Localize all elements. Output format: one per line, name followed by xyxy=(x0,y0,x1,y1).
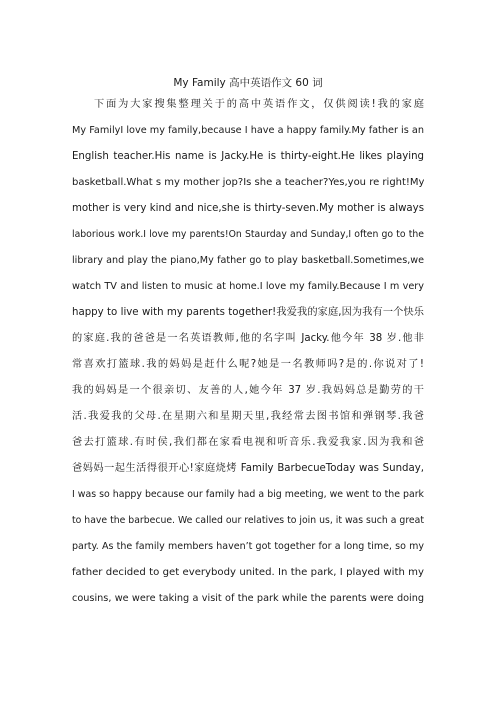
text-line: laborious work.I love my parents!On Staurday and Sunday,I often go to the xyxy=(72,229,424,240)
text-line: I was so happy because our family had a big meeting, we went to the park xyxy=(72,489,424,500)
text-line: to have the barbecue. We called our relatives to join us, it was such a great xyxy=(72,515,424,526)
text-line: father decided to get everybody united. In the park, I played with my xyxy=(72,567,424,578)
text-line: 爸去打篮球.有时侯,我们都在家看电视和听音乐.我爱我家.因为我和爸 xyxy=(72,437,424,448)
text-line: 爸妈妈一起生活得很开心!家庭烧烤 Family BarbecueToday was Sunday, xyxy=(72,463,424,474)
text-line: party. As the family members haven’t got together for a long time, so my xyxy=(72,541,424,552)
text-line: 下面为大家搜集整理关于的高中英语作文，仅供阅读!我的家庭 xyxy=(94,99,424,110)
document-title: My Family 高中英语作文 60 词 xyxy=(173,77,323,89)
text-line: watch TV and listen to music at home.I love my family.Because I m very xyxy=(72,281,424,292)
text-line: My FamilyI love my family,because I have a happy family.My father is an xyxy=(72,125,424,136)
text-line: 活.我爱我的父母.在星期六和星期天里,我经常去图书馆和弹钢琴.我爸 xyxy=(72,411,424,422)
text-line: basketball.What s my mother jop?Is she a teacher?Yes,you re right!My xyxy=(72,177,424,188)
text-line: 的家庭.我的爸爸是一名英语教师,他的名字叫 Jacky.他今年 38 岁.他非 xyxy=(72,333,424,344)
text-line: English teacher.His name is Jacky.He is thirty-eight.He likes playing xyxy=(72,151,424,162)
text-line: 常喜欢打篮球.我的妈妈是赶什么呢?她是一名教师吗?是的.你说对了! xyxy=(72,359,424,370)
text-line: 我的妈妈是一个很亲切、友善的人,她今年 37 岁.我妈妈总是勤劳的干 xyxy=(72,385,424,396)
text-line: cousins, we were taking a visit of the park while the parents were doing xyxy=(72,593,424,604)
text-line: mother is very kind and nice,she is thirty-seven.My mother is always xyxy=(72,203,424,214)
text-line: library and play the piano,My father go to play basketball.Sometimes,we xyxy=(72,255,424,266)
text-line: happy to live with my parents together!我爱我的家庭,因为我有一个快乐 xyxy=(72,307,424,318)
